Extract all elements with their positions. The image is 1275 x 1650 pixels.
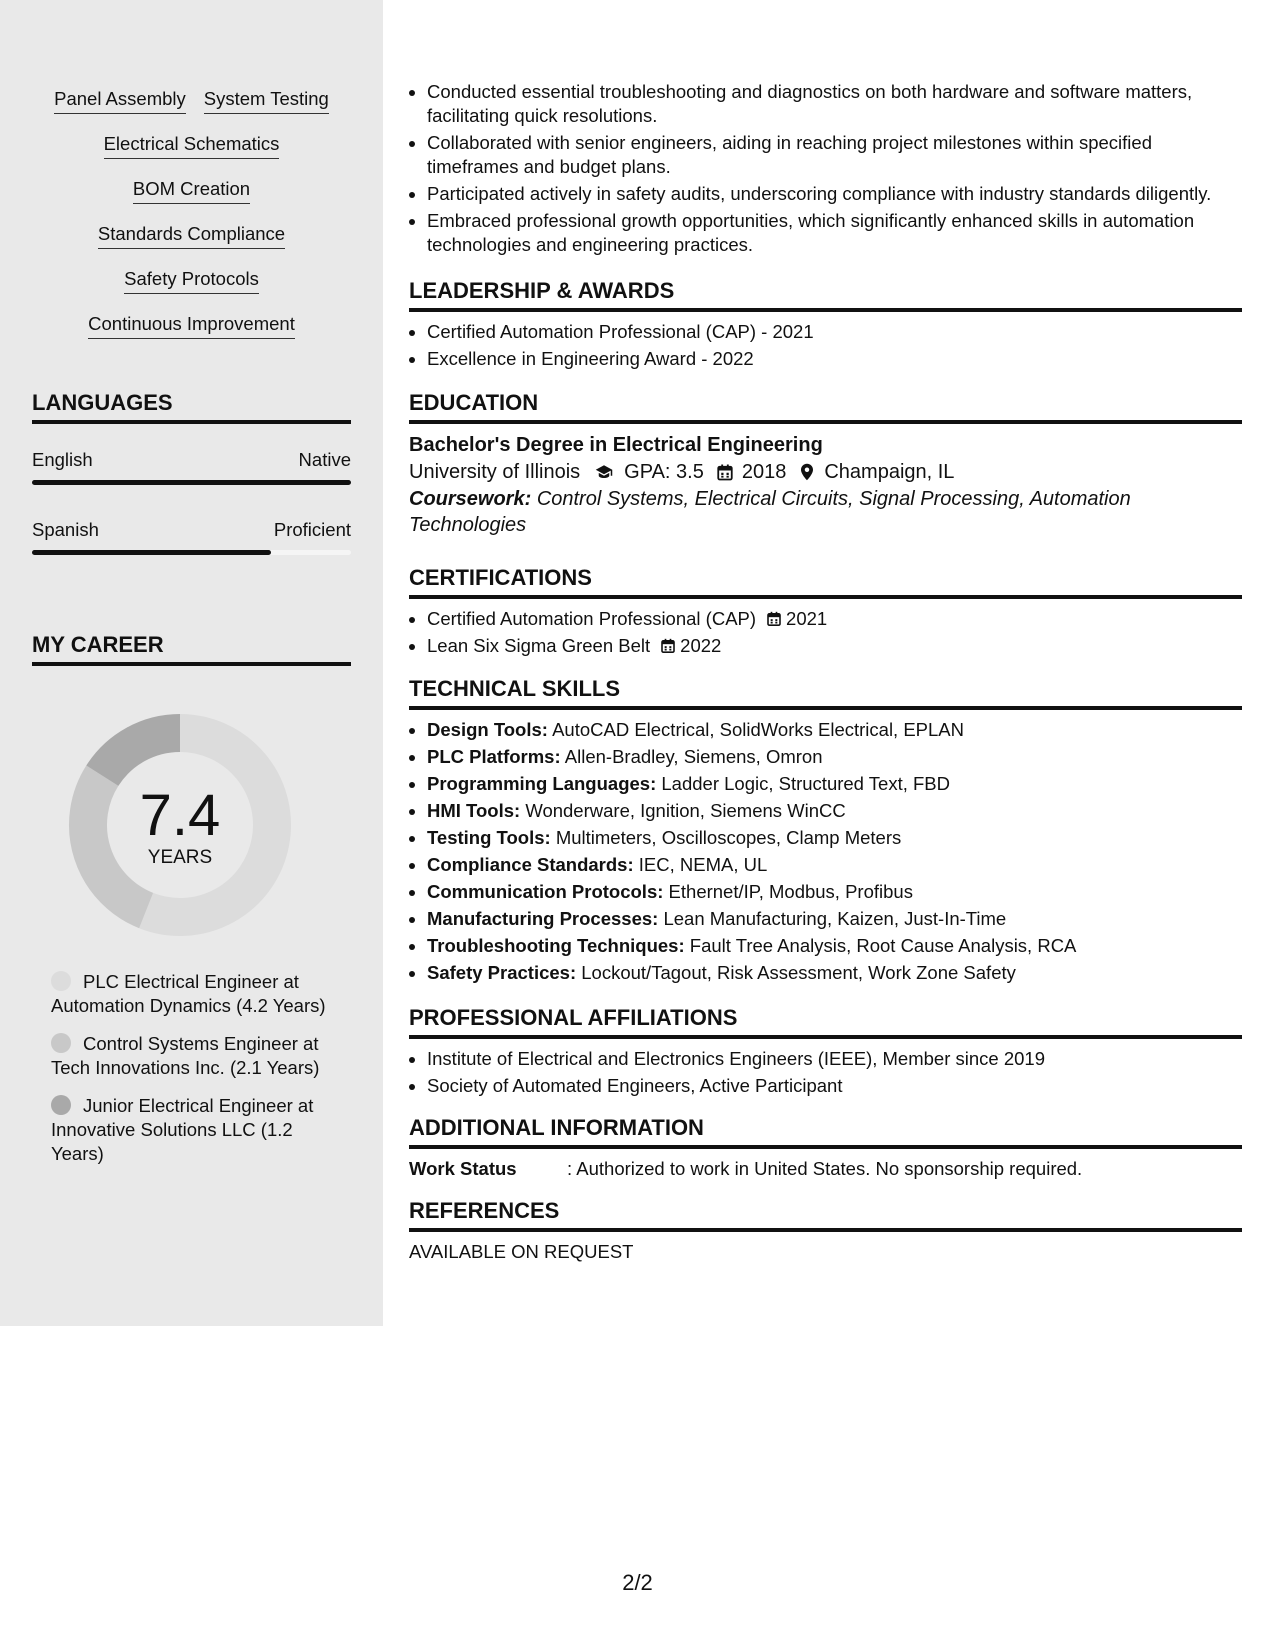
- skill-values: Wonderware, Ignition, Siemens WinCC: [525, 800, 846, 821]
- skill-tag: Panel Assembly: [54, 86, 186, 114]
- skill-values: Lean Manufacturing, Kaizen, Just-In-Time: [663, 908, 1007, 929]
- skills-tag-row: [32, 266, 351, 311]
- certifications-section: [409, 564, 1242, 661]
- skill-category: PLC Platforms:: [427, 746, 561, 767]
- language-spanish: [32, 518, 351, 555]
- career-heading: MY CAREER: [32, 631, 351, 666]
- technical-skills-section: [409, 675, 1242, 988]
- work-status-value: : Authorized to work in United States. No sponsorship required.: [567, 1158, 1083, 1179]
- certification-name: Lean Six Sigma Green Belt: [427, 635, 651, 656]
- technical-skill-item: [427, 961, 1242, 985]
- career-donut-chart: [66, 711, 294, 939]
- experience-bullet: • Conducted essential troubleshooting and diagnostics on both hardware and software matters, facilitating quick resolutions.: [427, 80, 1242, 128]
- skill-category: Troubleshooting Techniques:: [427, 935, 685, 956]
- donut-segment: [102, 733, 180, 776]
- experience-bullets: [409, 80, 1242, 260]
- affiliations-heading: PROFESSIONAL AFFILIATIONS: [409, 1004, 1242, 1039]
- skill-category: Communication Protocols:: [427, 881, 664, 902]
- references-text: AVAILABLE ON REQUEST: [409, 1241, 634, 1262]
- calendar-icon: [716, 463, 734, 481]
- page-number: 2/2: [622, 1570, 653, 1595]
- skill-values: Ethernet/IP, Modbus, Profibus: [668, 881, 913, 902]
- skills-tag-row: [32, 86, 351, 131]
- career-item: [51, 1094, 341, 1166]
- skill-tag: BOM Creation: [133, 176, 250, 204]
- skill-category: Design Tools:: [427, 719, 548, 740]
- skill-values: Multimeters, Oscilloscopes, Clamp Meters: [555, 827, 902, 848]
- career-item-text: PLC Electrical Engineer at Automation Dynamics (4.2 Years): [51, 971, 326, 1016]
- graduation-cap-icon: [592, 463, 616, 481]
- technical-skill-item: [427, 907, 1242, 931]
- career-dot-icon: [51, 971, 71, 991]
- references-section: [409, 1197, 1242, 1264]
- certification-item: [427, 634, 1242, 658]
- experience-bullet: • Embraced professional growth opportunities, which significantly enhanced skills in automation technologies and engineering practices.: [427, 209, 1242, 257]
- education-section: [409, 389, 1242, 538]
- skill-values: Fault Tree Analysis, Root Cause Analysis, RCA: [689, 935, 1077, 956]
- calendar-icon: [660, 637, 676, 654]
- technical-skill-item: [427, 772, 1242, 796]
- award-item: • Excellence in Engineering Award - 2022: [427, 347, 1242, 371]
- technical-skills-heading: TECHNICAL SKILLS: [409, 675, 1242, 710]
- skill-category: Programming Languages:: [427, 773, 657, 794]
- technical-skills-list: [409, 718, 1242, 985]
- career-item: [51, 970, 341, 1018]
- language-english: [32, 448, 351, 485]
- technical-skill-item: [427, 799, 1242, 823]
- degree-title: Bachelor's Degree in Electrical Engineering: [409, 434, 823, 456]
- school-location: Champaign, IL: [824, 461, 955, 483]
- technical-skill-item: [427, 718, 1242, 742]
- education-details: [409, 458, 1242, 486]
- languages-heading: LANGUAGES: [32, 389, 351, 424]
- skills-tag-row: [32, 131, 351, 176]
- sidebar: [0, 0, 383, 1326]
- career-dot-icon: [51, 1033, 71, 1053]
- career-total: 7.4: [139, 783, 221, 848]
- skill-tag: Standards Compliance: [98, 221, 285, 249]
- skill-category: Manufacturing Processes:: [427, 908, 659, 929]
- language-name: English: [32, 449, 93, 470]
- skill-tag: Safety Protocols: [124, 266, 259, 294]
- graduation-year: 2018: [741, 461, 787, 483]
- technical-skill-item: [427, 853, 1242, 877]
- skill-category: HMI Tools:: [427, 800, 521, 821]
- certification-item: [427, 607, 1242, 631]
- skills-tags: [32, 86, 351, 356]
- references-heading: REFERENCES: [409, 1197, 1242, 1232]
- career-dot-icon: [51, 1095, 71, 1115]
- skill-category: Testing Tools:: [427, 827, 551, 848]
- language-level: Proficient: [273, 519, 351, 540]
- career-unit: YEARS: [147, 847, 213, 868]
- career-item-text: Control Systems Engineer at Tech Innovations Inc. (2.1 Years): [51, 1033, 320, 1078]
- skill-values: IEC, NEMA, UL: [638, 854, 768, 875]
- award-item: • Certified Automation Professional (CAP) - 2021: [427, 320, 1242, 344]
- career-item-text: Junior Electrical Engineer at Innovative Solutions LLC (1.2 Years): [51, 1095, 314, 1164]
- language-bar: [32, 480, 351, 485]
- technical-skill-item: [427, 826, 1242, 850]
- language-level: Native: [298, 449, 351, 470]
- education-heading: EDUCATION: [409, 389, 1242, 424]
- skill-category: Compliance Standards:: [427, 854, 634, 875]
- leadership-section: [409, 277, 1242, 374]
- coursework-label: Coursework:: [409, 488, 532, 510]
- experience-bullet: • Collaborated with senior engineers, aiding in reaching project milestones within specified timeframes and budget plans.: [427, 131, 1242, 179]
- certification-year: 2021: [786, 608, 828, 629]
- language-name: Spanish: [32, 519, 99, 540]
- work-status-row: [409, 1157, 1242, 1181]
- language-bar-fill: [32, 480, 351, 485]
- skills-tag-row: [32, 311, 351, 356]
- certification-year: 2022: [680, 635, 722, 656]
- skill-values: Ladder Logic, Structured Text, FBD: [661, 773, 950, 794]
- career-item: [51, 1032, 341, 1080]
- additional-info-section: [409, 1114, 1242, 1181]
- leadership-heading: LEADERSHIP & AWARDS: [409, 277, 1242, 312]
- language-bar-fill: [32, 550, 271, 555]
- experience-bullet: • Participated actively in safety audits, underscoring compliance with industry standards diligently.: [427, 182, 1242, 206]
- map-marker-icon: [798, 463, 816, 481]
- skill-category: Safety Practices:: [427, 962, 577, 983]
- technical-skill-item: [427, 880, 1242, 904]
- coursework: [409, 486, 1242, 538]
- certifications-heading: CERTIFICATIONS: [409, 564, 1242, 599]
- skills-tag-row: [32, 176, 351, 221]
- skill-tag: Electrical Schematics: [104, 131, 280, 159]
- coursework-list: Control Systems, Electrical Circuits, Signal Processing, Automation Technologies: [409, 488, 1131, 536]
- affiliation-item: • Society of Automated Engineers, Active Participant: [427, 1074, 1242, 1098]
- technical-skill-item: [427, 934, 1242, 958]
- school-name: University of Illinois: [409, 461, 581, 483]
- technical-skill-item: [427, 745, 1242, 769]
- skill-values: Lockout/Tagout, Risk Assessment, Work Zone Safety: [581, 962, 1016, 983]
- skills-tag-row: [32, 221, 351, 266]
- skill-values: Allen-Bradley, Siemens, Omron: [564, 746, 823, 767]
- donut-segment: [88, 776, 146, 911]
- calendar-icon: [766, 610, 782, 627]
- certification-name: Certified Automation Professional (CAP): [427, 608, 757, 629]
- skill-values: AutoCAD Electrical, SolidWorks Electrical, EPLAN: [552, 719, 964, 740]
- gpa: GPA: 3.5: [624, 461, 704, 483]
- language-bar: [32, 550, 351, 555]
- affiliation-item: • Institute of Electrical and Electronics Engineers (IEEE), Member since 2019: [427, 1047, 1242, 1071]
- work-status-label: Work Status: [409, 1158, 517, 1179]
- additional-info-heading: ADDITIONAL INFORMATION: [409, 1114, 1242, 1149]
- skill-tag: Continuous Improvement: [88, 311, 295, 339]
- career-list: [51, 970, 341, 1180]
- affiliations-section: [409, 1004, 1242, 1101]
- skill-tag: System Testing: [204, 86, 329, 114]
